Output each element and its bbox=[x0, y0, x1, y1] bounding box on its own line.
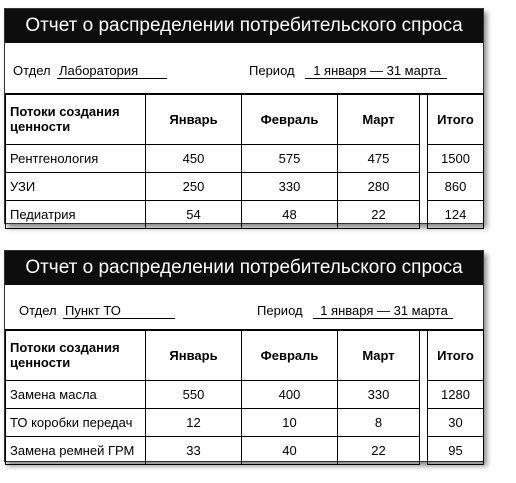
header-february: Февраль bbox=[242, 94, 338, 144]
column-gap bbox=[420, 408, 428, 436]
table-header-row bbox=[6, 94, 484, 144]
table-header-row bbox=[6, 330, 484, 380]
period-value: 1 января — 31 марта bbox=[313, 303, 453, 319]
january-value: 550 bbox=[146, 380, 242, 408]
stream-name: УЗИ bbox=[6, 172, 146, 200]
march-value: 22 bbox=[338, 436, 420, 464]
period-label: Период bbox=[257, 303, 303, 318]
february-value: 330 bbox=[242, 172, 338, 200]
march-value: 280 bbox=[338, 172, 420, 200]
header-total: Итого bbox=[428, 94, 484, 144]
header-january: Январь bbox=[146, 94, 242, 144]
department-value: Лаборатория bbox=[57, 63, 167, 79]
table-row bbox=[6, 380, 484, 408]
stream-name: Замена масла bbox=[6, 380, 146, 408]
demand-report-laboratory bbox=[4, 8, 484, 224]
table-row bbox=[6, 172, 484, 200]
total-value: 1500 bbox=[428, 144, 484, 172]
total-value: 124 bbox=[428, 200, 484, 228]
stream-name: Рентгенология bbox=[6, 144, 146, 172]
column-gap bbox=[420, 144, 428, 172]
stream-name: Педиатрия bbox=[6, 200, 146, 228]
january-value: 33 bbox=[146, 436, 242, 464]
header-january: Январь bbox=[146, 330, 242, 380]
march-value: 475 bbox=[338, 144, 420, 172]
table-row bbox=[6, 200, 484, 228]
march-value: 8 bbox=[338, 408, 420, 436]
total-value: 860 bbox=[428, 172, 484, 200]
header-value-stream: Потоки создания ценности bbox=[6, 94, 146, 144]
february-value: 575 bbox=[242, 144, 338, 172]
january-value: 12 bbox=[146, 408, 242, 436]
column-gap bbox=[420, 380, 428, 408]
column-gap bbox=[420, 200, 428, 228]
department-label: Отдел bbox=[19, 303, 57, 318]
table-row bbox=[6, 436, 484, 464]
march-value: 22 bbox=[338, 200, 420, 228]
report-title: Отчет о распределении потребительского спроса bbox=[5, 9, 483, 43]
stream-name: Замена ремней ГРМ bbox=[6, 436, 146, 464]
period-label: Период bbox=[249, 63, 295, 78]
january-value: 450 bbox=[146, 144, 242, 172]
header-total: Итого bbox=[428, 330, 484, 380]
report-title: Отчет о распределении потребительского спроса bbox=[5, 251, 483, 285]
january-value: 250 bbox=[146, 172, 242, 200]
total-value: 1280 bbox=[428, 380, 484, 408]
column-gap bbox=[420, 172, 428, 200]
column-gap bbox=[420, 330, 428, 380]
february-value: 10 bbox=[242, 408, 338, 436]
february-value: 400 bbox=[242, 380, 338, 408]
column-gap bbox=[420, 94, 428, 144]
header-february: Февраль bbox=[242, 330, 338, 380]
demand-report-service-point bbox=[4, 250, 484, 462]
table-row bbox=[6, 144, 484, 172]
demand-table bbox=[5, 93, 484, 229]
stream-name: ТО коробки передач bbox=[6, 408, 146, 436]
header-march: Март bbox=[338, 330, 420, 380]
demand-table bbox=[5, 329, 484, 465]
january-value: 54 bbox=[146, 200, 242, 228]
total-value: 95 bbox=[428, 436, 484, 464]
total-value: 30 bbox=[428, 408, 484, 436]
department-value: Пункт ТО bbox=[63, 303, 175, 319]
header-march: Март bbox=[338, 94, 420, 144]
february-value: 40 bbox=[242, 436, 338, 464]
header-value-stream: Потоки создания ценности bbox=[6, 330, 146, 380]
table-row bbox=[6, 408, 484, 436]
column-gap bbox=[420, 436, 428, 464]
march-value: 330 bbox=[338, 380, 420, 408]
period-value: 1 января — 31 марта bbox=[305, 63, 447, 79]
february-value: 48 bbox=[242, 200, 338, 228]
department-label: Отдел bbox=[13, 63, 51, 78]
